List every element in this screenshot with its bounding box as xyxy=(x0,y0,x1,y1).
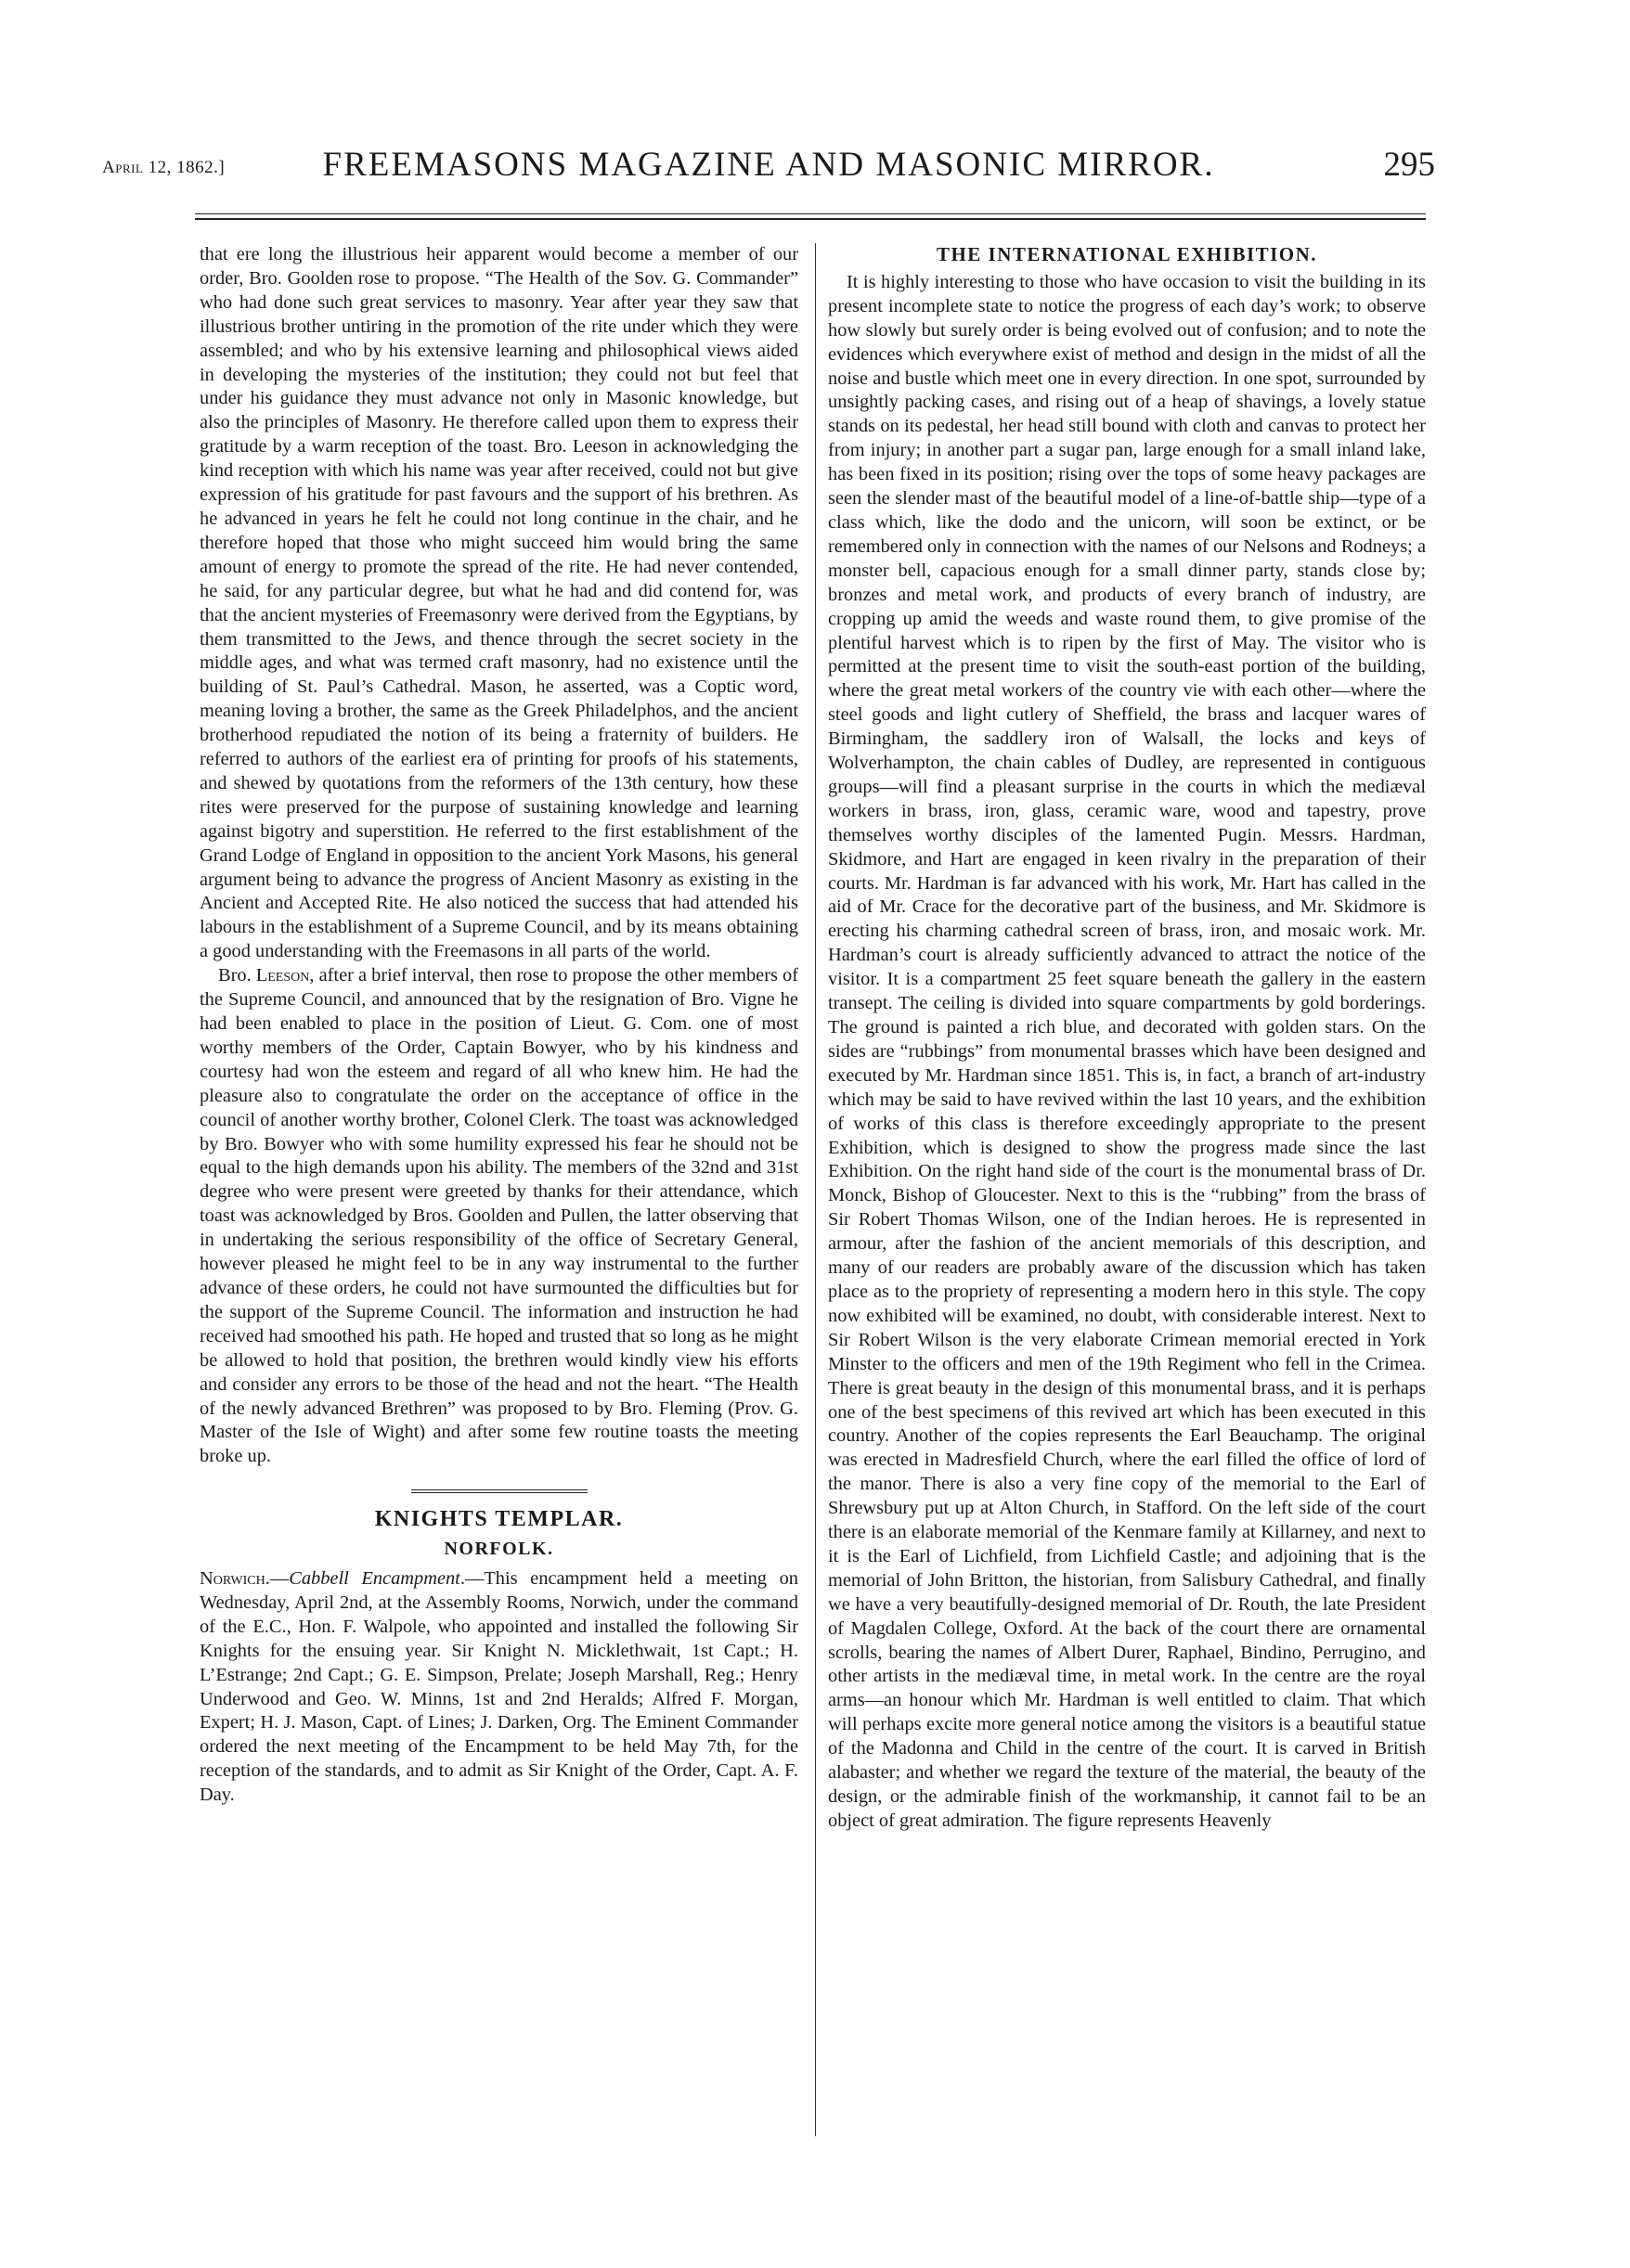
section-divider xyxy=(411,1489,588,1493)
left-column xyxy=(200,243,798,1808)
norfolk-subheading: NORFOLK. xyxy=(444,1539,554,1560)
norwich-placename: Norwich xyxy=(200,1568,265,1590)
issue-date: April 12, 1862.] xyxy=(102,158,226,177)
lodge-report-continuation: that ere long the illustrious heir apparent would become a member of our order, Bro. Goolden rose to propose. “The Health of the Sov. G. Commander” who had done such great services to masonry. Year after year they saw that illustrious brother untiring in the promotion of the rite under which they were assembled; and who by his extensive learning and philosophical views aided in developing the mysteries of the institution; they could not but feel that under his guidance they must advance not only in Masonic knowledge, but also the principles of Masonry. He therefore called upon them to express their gratitude by a warm reception of the toast. Bro. Leeson in acknowledging the kind reception with which his name was year after received, could not but give expression of his gratitude for past favours and the support of his brethren. As he advanced in years he felt he could not long continue in the chair, and he therefore hoped that those who might succeed him would bring the same amount of energy to promote the spread of the rite. He had never contended, he said, for any particular degree, but what he had and did contend for, was that the ancient mysteries of Freemasonry were derived from the Egyptians, by them transmitted to the Jews, and thence through the secret society in the middle ages, and what was termed craft masonry, had no existence until the building of St. Paul’s Cathedral. Mason, he asserted, was a Coptic word, meaning loving a brother, the same as the Greek Philadelphos, and the ancient brotherhood repudiated the notion of its being a fraternity of builders. He referred to authors of the earliest era of printing for proofs of his statements, and shewed by quotations from the reformers of the 13th century, how these rites were preserved for the purpose of sustaining knowledge and learning against bigotry and superstition. He referred to the first establishment of the Grand Lodge of England in opposition to the ancient York Masons, his general argument being to advance the progress of Ancient Masonry as existing in the Ancient and Accepted Rite. He also noticed the success that had attended his labours in the establishment of a Supreme Council, and by its means obtaining a good understanding with the Freemasons in all parts of the world. xyxy=(200,244,798,962)
norwich-report: Norwich.—Cabbell Encampment.—This encampment held a meeting on Wednesday, April 2nd, at the Assembly Rooms, Norwich, under the command of the E.C., Hon. F. Walpole, who appointed and installed the following Sir Knights for the ensuing year. Sir Knight N. Micklethwait, 1st Capt.; H. L’Estrange; 2nd Capt.; G. E. Simpson, Prelate; Joseph Marshall, Reg.; Henry Underwood and Geo. W. Minns, 1st and 2nd Heralds; Alfred F. Morgan, Expert; H. J. Mason, Capt. of Lines; J. Darken, Org. The Eminent Commander ordered the next meeting of the Encampment to be held May 7th, for the reception of the standards, and to admit as Sir Knight of the Order, Capt. A. F. Day. xyxy=(200,1568,798,1806)
leeson-name: Leeson xyxy=(255,965,310,986)
column-divider xyxy=(815,243,816,2136)
masthead-title: FREEMASONS MAGAZINE AND MASONIC MIRROR. xyxy=(322,146,1215,184)
encampment-name: Cabbell Encampment xyxy=(289,1568,460,1590)
header-rule-thin xyxy=(195,213,1426,214)
right-column xyxy=(828,243,1426,1834)
page-number: 295 xyxy=(1383,146,1435,184)
header-rule-thick xyxy=(195,218,1426,220)
knights-templar-heading: KNIGHTS TEMPLAR. xyxy=(374,1507,624,1532)
exhibition-heading: THE INTERNATIONAL EXHIBITION. xyxy=(936,243,1318,265)
lodge-report-paragraph: Bro. Leeson, after a brief interval, then rose to propose the other members of the Supreme Council, and announced that by the resignation of Bro. Vigne he had been enabled to place in the position of Lieut. G. Com. one of most worthy members of the Order, Captain Bowyer, who by his kindness and courtesy had won the esteem and regard of all who knew him. He had the pleasure also to congratulate the order on the acceptance of office in the council of another worthy brother, Colonel Clerk. The toast was acknowledged by Bro. Bowyer who with some humility expressed his fear he should not be equal to the high demands upon his ability. The members of the 32nd and 31st degree who were present were greeted by thanks for their attendance, which toast was acknowledged by Bros. Goolden and Pullen, the latter observing that in undertaking the serious responsibility of the office of Secretary General, however pleased he might feel to be in any way instrumental to the further advance of these orders, he could not have surmounted the difficulties but for the support of the Supreme Council. The information and instruction he had received had smoothed his path. He hoped and trusted that so long as he might be allowed to hold that position, the brethren would kindly view his efforts and consider any errors to be those of the head and not the heart. “The Health of the newly advanced Brethren” was proposed to by Bro. Fleming (Prov. G. Master of the Isle of Wight) and after some few routine toasts the meeting broke up. xyxy=(200,965,799,1467)
page-header xyxy=(102,139,1435,195)
exhibition-article: It is highly interesting to those who have occasion to visit the building in its present incomplete state to notice the progress of each day’s work; to observe how slowly but surely order is being evolved out of confusion; and to note the evidences which everywhere exist of method and design in the midst of all the noise and bustle which meet one in every direction. In one spot, surrounded by unsightly packing cases, and rising out of a heap of shavings, a lovely statue stands on its pedestal, her head still bound with cloth and canvas to protect her from injury; in another part a sugar pan, large enough for a small inland lake, has been fixed in its position; rising over the tops of some heavy packages are seen the slender mast of the beautiful model of a line-of-battle ship—type of a class which, like the dodo and the unicorn, will soon be extinct, or be remembered only in connection with the names of our Nelsons and Rodneys; a monster bell, capacious enough for a small dinner party, stands close by; bronzes and metal work, and products of every branch of industry, are cropping up amid the weeds and waste round them, to give promise of the plentiful harvest which is to ripen by the first of May. The visitor who is permitted at the present time to visit the south-east portion of the building, where the great metal workers of the country vie with each other—where the steel goods and light cutlery of Sheffield, the brass and lacquer wares of Birmingham, the saddlery iron of Walsall, the locks and keys of Wolverhampton, the chain cables of Dudley, are represented in contiguous groups—will find a pleasant surprise in the courts in which the mediæval workers in brass, iron, glass, ceramic ware, wood and tapestry, prove themselves worthy disciples of the lamented Pugin. Messrs. Hardman, Skidmore, and Hart are engaged in keen rivalry in the preparation of their courts. Mr. Hardman is far advanced with his work, Mr. Hart has called in the aid of Mr. Crace for the decorative part of the business, and Mr. Skidmore is erecting his charming cathedral screen of brass, iron, and mosaic work. Mr. Hardman’s court is already sufficiently advanced to attract the notice of the visitor. It is a compartment 25 feet square beneath the gallery in the eastern transept. The ceiling is divided into square compartments by gold borderings. The ground is painted a rich blue, and decorated with golden stars. On the sides are “rubbings” from monumental brasses which have been designed and executed by Mr. Hardman since 1851. This is, in fact, a branch of art-industry which may be said to have revived within the last 10 years, and the exhibition of works of this class is therefore exceedingly appropriate to the present Exhibition, which is designed to show the progress made since the last Exhibition. On the right hand side of the court is the monumental brass of Dr. Monck, Bishop of Gloucester. Next to this is the “rubbing” from the brass of Sir Robert Thomas Wilson, one of the Indian heroes. He is represented in armour, after the fashion of the ancient memorials of this description, and many of our readers are probably aware of the discussion which has taken place as to the propriety of representing a modern hero in this style. The copy now exhibited will be examined, no doubt, with considerable interest. Next to Sir Robert Wilson is the very elaborate Crimean memorial erected in York Minster to the officers and men of the 19th Regiment who fell in the Crimea. There is great beauty in the design of this monumental brass, and it is perhaps one of the best specimens of this revived art which has been executed in this country. Another of the copies represents the Earl Beauchamp. The original was erected in Madresfield Church, where the earl filled the office of lord of the manor. There is also a very fine copy of the memorial to the Earl of Shrewsbury put up at Alton Church, in Stafford. On the left side of the court there is an elaborate memorial of the Kenmare family at Killarney, and next to it is the Earl of Lichfield, from Lichfield Castle; and adjoining that is the memorial of John Britton, the historian, from Salisbury Cathedral, and finally we have a very beautifully-designed memorial of Dr. Routh, the late President of Magdalen College, Oxford. At the back of the court there are ornamental scrolls, bearing the names of Albert Durer, Raphael, Bindino, Perrugino, and other artists in the mediæval time, in metal work. In the centre are the royal arms—an honour which Mr. Hardman is well entitled to claim. That which will perhaps excite more general notice among the visitors is a beautiful statue of the Madonna and Child in the centre of the court. It is carved in British alabaster; and whether we regard the texture of the material, the beauty of the design, or the admirable finish of the workmanship, it cannot fail to be an object of great admiration. The figure represents Heavenly xyxy=(828,271,1426,1831)
